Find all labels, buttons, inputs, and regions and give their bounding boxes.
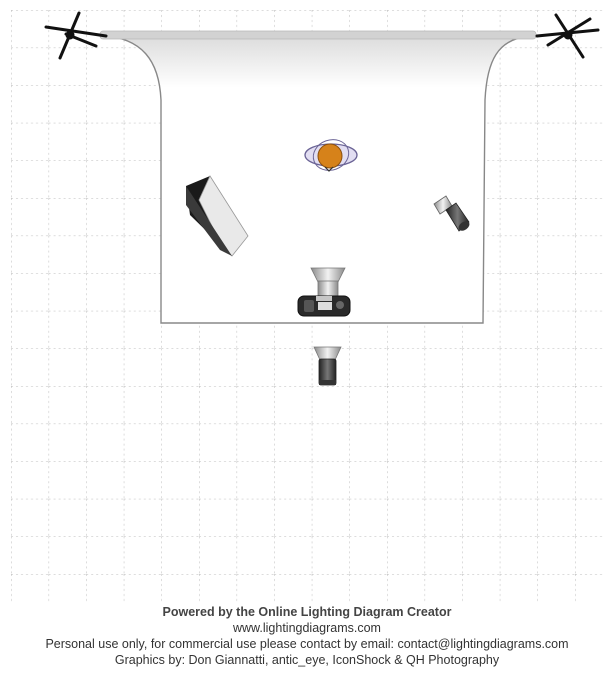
footer-powered-by: Powered by the Online Lighting Diagram Creator — [162, 605, 452, 619]
footer-credits: Graphics by: Don Giannatti, antic_eye, IconShock & QH Photography — [114, 653, 500, 667]
footer-license-note: Personal use only, for commercial use please contact by email: contact@lightingdiagrams.com — [45, 637, 569, 651]
footer-website-link[interactable]: www.lightingdiagrams.com — [233, 621, 381, 635]
footer — [0, 604, 614, 668]
